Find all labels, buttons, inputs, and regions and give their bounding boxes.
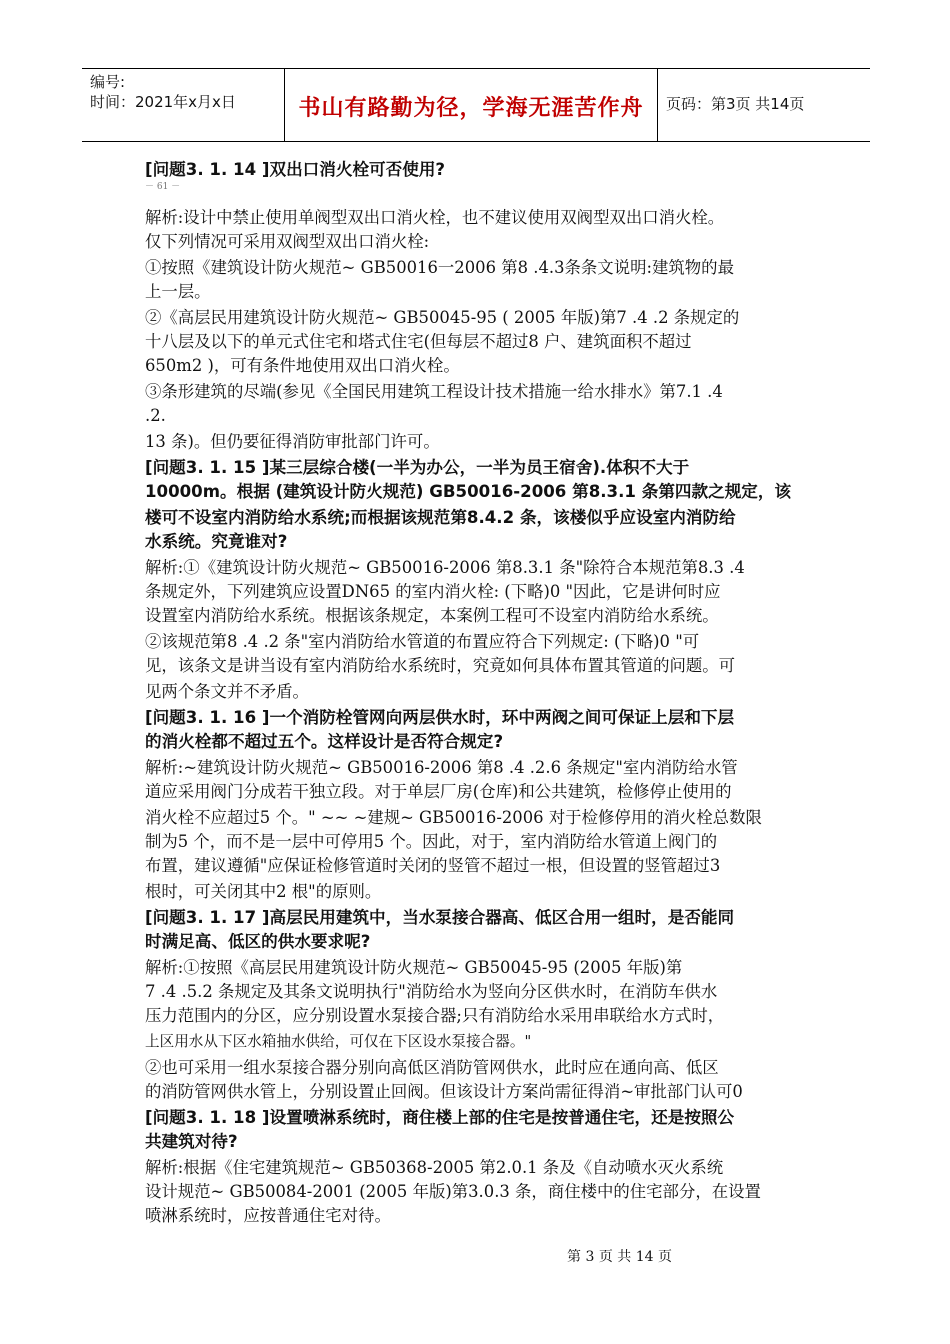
body-line: 设置室内消防给水系统。根据该条规定，本案例工程可不设室内消防给水系统。 — [145, 606, 719, 625]
body-line: 解析:~建筑设计防火规范~ GB50016-2006 第8 .4 .2.6 条规定"室内消防给水管 — [145, 758, 738, 777]
question-heading: [问题3. 1. 18 ]设置喷淋系统时，商住楼上部的住宅是按普通住宅，还是按照公 — [145, 1108, 735, 1127]
body-line: 见两个条文并不矛盾。 — [145, 682, 309, 701]
body-line: 解析:①按照《高层民用建筑设计防火规范~ GB50045-95 (2005 年版)第 — [145, 958, 683, 977]
body-line: 解析:根据《住宅建筑规范~ GB50368-2005 第2.0.1 条及《自动喷水灭火系统 — [145, 1158, 724, 1177]
body-line: 解析:①《建筑设计防火规范~ GB50016-2006 第8.3.1 条"除符合本规范第8.3 .4 — [145, 558, 745, 577]
body-line: 仅下列情况可采用双阀型双出口消火栓: — [145, 232, 430, 251]
body-line: 条规定外，下列建筑应设置DN65 的室内消火栓: (下略)0 "因此，它是讲何时应 — [145, 582, 721, 601]
page-header — [82, 68, 870, 142]
body-line: 见，该条文是讲当设有室内消防给水系统时，究竟如何具体布置其管道的问题。可 — [145, 656, 736, 675]
page-footer: 第 3 页 共 14 页 — [567, 1249, 672, 1265]
document-number-label: 编号: — [90, 73, 126, 91]
question-heading: [问题3. 1. 16 ]一个消防栓管网向两层供水时，环中两阀之间可保证上层和下层 — [145, 708, 735, 727]
body-line: 设计规范~ GB50084-2001 (2005 年版)第3.0.3 条，商住楼中的住宅部分，在设置 — [145, 1182, 761, 1201]
body-line: ③条形建筑的尽端(参见《全国民用建筑工程设计技术措施一给水排水》第7.1 .4 — [145, 382, 723, 401]
header-page-cell — [658, 69, 870, 141]
body-line: 十八层及以下的单元式住宅和塔式住宅(但每层不超过8 户、建筑面积不超过 — [145, 332, 692, 351]
page-info-text: 页码：第3页 共14页 — [666, 95, 805, 113]
body-line: 消火栓不应超过5 个。" ~~ ~建规~ GB50016-2006 对于检修停用的消火栓总数限 — [145, 808, 762, 827]
body-line: 布置，建议遵循"应保证检修管道时关闭的竖管不超过一根，但设置的竖管超过3 — [145, 856, 721, 875]
body-line: 13 条)。但仍要征得消防审批部门许可。 — [145, 432, 440, 451]
question-heading: [问题3. 1. 14 ]双出口消火栓可否使用? — [145, 160, 446, 179]
question-heading: 共建筑对待? — [145, 1132, 238, 1151]
header-motto-cell — [285, 69, 658, 141]
body-line: 喷淋系统时，应按普通住宅对待。 — [145, 1206, 391, 1225]
body-line: ②《高层民用建筑设计防火规范~ GB50045-95 ( 2005 年版)第7 .4 .2 条规定的 — [145, 308, 740, 327]
question-heading: 楼可不设室内消防给水系统;而根据该规范第8.4.2 条，该楼似乎应设室内消防给 — [145, 508, 736, 527]
page-mark: － 61 － — [145, 182, 181, 192]
question-heading: 水系统。究竟谁对? — [145, 532, 288, 551]
body-line: 上区用水从下区水箱抽水供给，可仅在下区设水泵接合器。" — [145, 1033, 532, 1050]
question-heading: [问题3. 1. 17 ]高层民用建筑中，当水泵接合器高、低区合用一组时，是否能同 — [145, 908, 735, 927]
body-line: 道应采用阀门分成若干独立段。对于单层厂房(仓库)和公共建筑，检修停止使用的 — [145, 782, 732, 801]
body-line: 上一层。 — [145, 282, 211, 301]
body-line: 的消防管网供水管上，分别设置止回阀。但该设计方案尚需征得消~审批部门认可0 — [145, 1082, 743, 1101]
body-line: 压力范围内的分区，应分别设置水泵接合器;只有消防给水采用串联给水方式时， — [145, 1006, 725, 1025]
body-line: ②该规范第8 .4 .2 条"室内消防给水管道的布置应符合下列规定: (下略)0 "可 — [145, 632, 700, 651]
motto-text: 书山有路勤为径，学海无涯苦作舟 — [298, 96, 644, 121]
body-line: 根时，可关闭其中2 根"的原则。 — [145, 882, 382, 901]
question-heading: 10000m。根据 (建筑设计防火规范) GB50016-2006 第8.3.1 条第四款之规定，该 — [145, 482, 792, 501]
body-line: 制为5 个，而不是一层中可停用5 个。因此，对于，室内消防给水管道上阀门的 — [145, 832, 718, 851]
body-line: .2. — [145, 406, 166, 425]
body-line: ①按照《建筑设计防火规范~ GB50016一2006 第8 .4.3条条文说明:建筑物的最 — [145, 258, 734, 277]
question-heading: 时满足高、低区的供水要求呢? — [145, 932, 371, 951]
header-meta-cell — [82, 69, 285, 141]
body-line: 7 .4 .5.2 条规定及其条文说明执行"消防给水为竖向分区供水时，在消防车供水 — [145, 982, 718, 1001]
body-line: 解析:设计中禁止使用单阀型双出口消火栓，也不建议使用双阀型双出口消火栓。 — [145, 208, 725, 227]
body-line: ②也可采用一组水泵接合器分别向高低区消防管网供水，此时应在通向高、低区 — [145, 1058, 719, 1077]
body-line: 650m2 )，可有条件地使用双出口消火栓。 — [145, 356, 460, 375]
question-heading: [问题3. 1. 15 ]某三层综合楼(一半为办公，一半为员王宿舍).体积不大于 — [145, 458, 690, 477]
question-heading: 的消火栓都不超过五个。这样设计是否符合规定? — [145, 732, 504, 751]
document-time-label: 时间：2021年x月x日 — [90, 93, 236, 111]
